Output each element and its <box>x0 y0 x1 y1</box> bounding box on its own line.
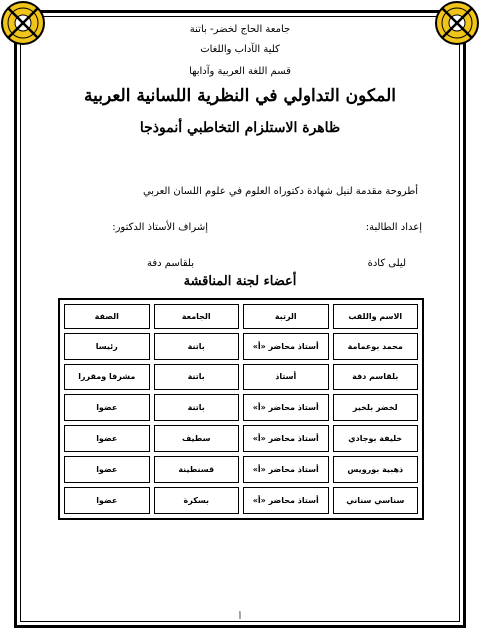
committee-title: أعضاء لجنة المناقشة <box>183 274 297 289</box>
student-name: ليلى كادة <box>367 258 406 269</box>
header-university: الجامعة <box>154 304 240 329</box>
supervisor-name: بلقاسم دفة <box>146 258 194 269</box>
member-rank: أستاذ محاضر «أ» <box>243 487 329 514</box>
header-role: الصفة <box>64 304 150 329</box>
faculty-name: كلية الآداب واللغات <box>200 44 280 55</box>
department-name: قسم اللغة العربية وآدابها <box>189 66 291 77</box>
prepared-by-label: إعداد الطالبة: <box>365 222 422 233</box>
header-name: الاسم واللقب <box>333 304 419 329</box>
thesis-note: أطروحة مقدمة لنيل شهادة دكتوراه العلوم في علوم اللسان العربي <box>142 186 418 197</box>
member-name: لخضر بلخير <box>333 394 419 421</box>
member-role: عضوا <box>64 456 150 483</box>
member-name: محمد بوعمامة <box>333 333 419 360</box>
member-university: باتنة <box>154 333 240 360</box>
supervisor-label: إشراف الأستاذ الدكتور: <box>112 222 208 233</box>
member-name: بلقاسم دفة <box>333 364 419 391</box>
member-role: عضوا <box>64 394 150 421</box>
member-university: باتنة <box>154 364 240 391</box>
committee-table <box>58 298 424 520</box>
thesis-subtitle: ظاهرة الاستلزام التخاطبي أنموذجا <box>139 120 341 136</box>
table-header-row <box>64 304 418 329</box>
member-university: باتنة <box>154 394 240 421</box>
table-row <box>64 456 418 483</box>
thesis-title: المكون التداولي في النظرية اللسانية العربية <box>83 86 397 106</box>
university-name: جامعة الحاج لخضر- باتنة <box>189 24 291 35</box>
member-rank: أستاذ محاضر «أ» <box>243 394 329 421</box>
table-row <box>64 425 418 452</box>
member-rank: أستاذ محاضر «أ» <box>243 425 329 452</box>
member-name: ذهبية بورويس <box>333 456 419 483</box>
page-number: أ <box>238 612 242 621</box>
member-rank: أستاذ <box>243 364 329 391</box>
header-rank: الرتبة <box>243 304 329 329</box>
table-row <box>64 394 418 421</box>
table-row <box>64 487 418 514</box>
member-role: عضوا <box>64 487 150 514</box>
member-role: رئيسا <box>64 333 150 360</box>
member-university: سطيف <box>154 425 240 452</box>
university-seal-icon <box>0 0 46 46</box>
member-university: بسكرة <box>154 487 240 514</box>
member-rank: أستاذ محاضر «أ» <box>243 456 329 483</box>
member-name: سناسي سناني <box>333 487 419 514</box>
table-row <box>64 333 418 360</box>
member-name: خليفة بوجادي <box>333 425 419 452</box>
table-row <box>64 364 418 391</box>
member-university: قسنطينة <box>154 456 240 483</box>
university-seal-icon <box>434 0 480 46</box>
member-role: عضوا <box>64 425 150 452</box>
member-rank: أستاذ محاضر «أ» <box>243 333 329 360</box>
member-role: مشرفا ومقررا <box>64 364 150 391</box>
